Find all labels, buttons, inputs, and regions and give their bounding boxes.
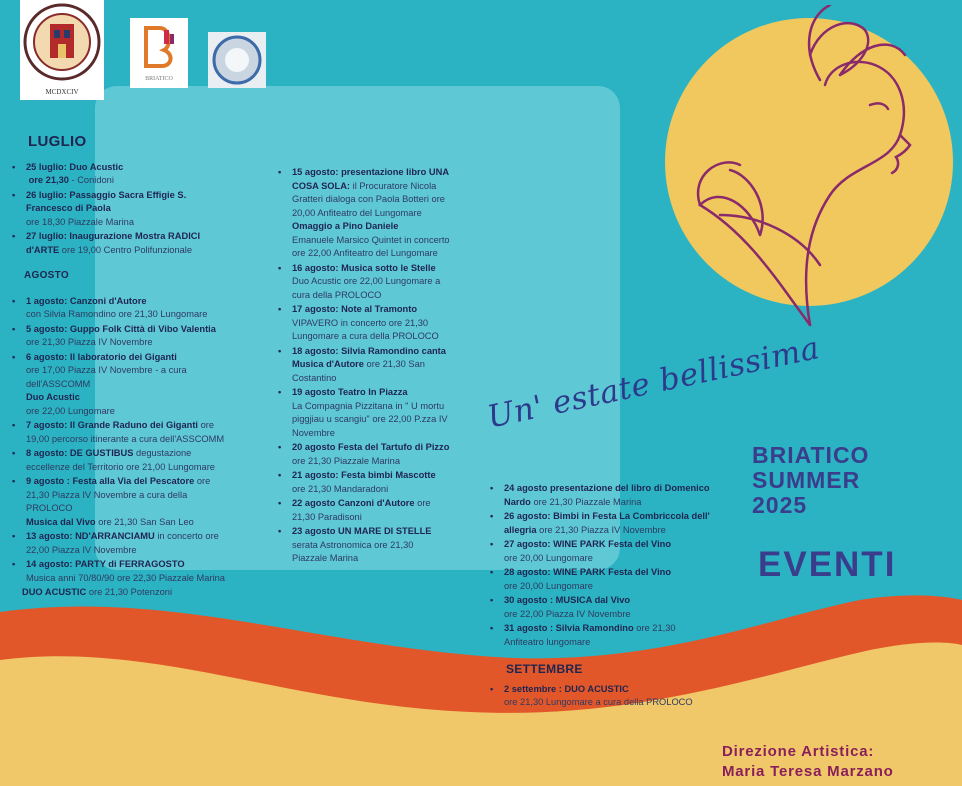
event-details: Duo Acustic ore 22,00 Lungomare a cura della PROLOCO [292, 276, 441, 300]
event-details: degustazione eccellenze del Territorio ore 21,00 Lungomare [26, 448, 215, 472]
event-details: ore 19,00 percorso itinerante a cura dell'ASSCOMM [26, 420, 225, 444]
event-title: Omaggio a Pino Daniele [292, 221, 399, 231]
list-item [276, 345, 451, 386]
list-item [10, 189, 235, 230]
list-item [10, 558, 235, 585]
artistic-direction [722, 742, 894, 782]
event-title: 7 agosto: Il Grande Raduno dei Giganti [26, 420, 199, 430]
event-title: 19 agosto Teatro In Piazza [292, 387, 408, 397]
list-item [488, 566, 713, 593]
event-details: ore 19,00 Centro Polifunzionale [61, 244, 193, 255]
event-title: 27 luglio: Inaugurazione Mostra RADICI d'ARTE [26, 231, 201, 255]
eventi-title: EVENTI [758, 545, 897, 584]
briatico-logo [130, 18, 188, 88]
event-title: DUO ACUSTIC [22, 587, 87, 597]
event-title: 8 agosto: DE GUSTIBUS [26, 448, 134, 458]
list-item [10, 530, 235, 557]
agosto-list-2 [276, 166, 451, 566]
direzione-label: Direzione Artistica: [722, 743, 875, 760]
list-item [10, 295, 235, 322]
event-title: 5 agosto: Guppo Folk Città di Vibo Valentia [26, 323, 216, 334]
event-title: 25 luglio: Duo Acustic [26, 161, 124, 172]
list-item [488, 594, 713, 621]
column-agosto-settembre [488, 482, 713, 711]
event-details: ore 20,00 Lungomare [504, 552, 593, 563]
event-details: ore 21,30 San Costantino [292, 359, 425, 383]
event-details: ore 21,30 Potenzoni [88, 587, 173, 597]
list-item [276, 497, 451, 524]
event-title: 30 agosto : MUSICA dal Vivo [504, 595, 631, 605]
city-crest-logo [20, 0, 104, 100]
agosto-list [10, 295, 235, 600]
event-details: - Conidoni [71, 175, 114, 185]
event-title: 28 agosto: WINE PARK Festa del Vino [504, 567, 672, 577]
round-seal-logo [208, 32, 266, 88]
event-title: Duo Acustic [26, 392, 80, 402]
event-details: VIPAVERO in concerto ore 21,30 Lungomare a cura della PROLOCO [292, 317, 439, 341]
event-details: il Procuratore Nicola Gratteri dialoga con Paola Botteri ore 20,00 Anfiteatro del Lungomare [292, 180, 445, 218]
column-luglio-agosto [10, 135, 235, 601]
event-details: in concerto ore 22,00 Piazza IV Novembre [26, 531, 219, 555]
list-item [10, 323, 235, 350]
event-details: serata Astronomica ore 21,30 Piazzale Marina [292, 539, 414, 563]
event-title: 20 agosto Festa del Tartufo di Pizzo [292, 442, 450, 452]
direzione-name: Maria Teresa Marzano [722, 763, 894, 780]
event-title: 26 agosto: Bimbi in Festa La Combriccola dell' allegria [504, 511, 710, 535]
event-time: ore 21,30 [28, 175, 69, 185]
event-title: 17 agosto: Note al Tramonto [292, 304, 418, 314]
list-item [10, 161, 235, 188]
section-heading-settembre: SETTEMBRE [506, 662, 583, 676]
event-title: 27 agosto: WINE PARK Festa del Vino [504, 539, 672, 549]
event-details: ore 21,30 Piazzale Marina [533, 496, 642, 507]
event-details: ore 18,30 Piazzale Marina [26, 216, 135, 227]
brand-line-2: SUMMER [752, 467, 861, 493]
list-item [276, 441, 451, 468]
event-title: 18 agosto: Silvia Ramondino canta Musica d'Autore [292, 345, 446, 369]
event-details: ore 21,30 Lungomare a cura della PROLOCO [504, 697, 693, 707]
event-details: Musica anni 70/80/90 ore 22,30 Piazzale Marina [26, 572, 225, 583]
city-motto: MCDXCIV [45, 88, 79, 96]
list-item [488, 538, 713, 565]
event-details: ore 21,30 Paradisoni [292, 498, 431, 522]
brand-title [752, 443, 869, 518]
event-title: 1 agosto: Canzoni d'Autore [26, 295, 147, 306]
event-details: Emanuele Marsico Quintet in concerto ore 22,00 Anfiteatro del Lungomare [292, 234, 450, 258]
event-title: 23 agosto UN MARE DI STELLE [292, 526, 432, 536]
briatico-logo-caption: BRIATICO [145, 76, 173, 82]
luglio-list [10, 161, 235, 258]
city-crest-icon [20, 0, 104, 86]
event-details: ore 21,30 San San Leo [98, 516, 194, 527]
column-agosto-2 [276, 166, 451, 567]
event-title: 22 agosto Canzoni d'Autore [292, 498, 415, 508]
list-item [488, 683, 713, 710]
event-details: ore 20,00 Lungomare [504, 580, 593, 591]
script-title: Un' estate bellissima [484, 330, 823, 436]
list-item [10, 419, 235, 446]
event-details: ore 21,30 Piazza IV Novembre [539, 524, 666, 535]
event-details: ore 22,00 Piazza IV Novembre [504, 608, 631, 619]
event-title: 31 agosto : Silvia Ramondino [504, 623, 634, 633]
list-item [10, 586, 235, 600]
list-item [488, 482, 713, 509]
event-title: 16 agosto: Musica sotto le Stelle [292, 262, 436, 273]
event-title: 15 agosto: presentazione libro UNA COSA SOLA: [292, 167, 449, 191]
event-title: 14 agosto: PARTY di FERRAGOSTO [26, 559, 185, 569]
round-seal-icon [208, 32, 266, 88]
list-item [276, 386, 451, 440]
list-item [276, 525, 451, 566]
list-item [488, 510, 713, 537]
event-details: ore 21,30 Mandaradoni [292, 483, 389, 494]
event-details: ore 17,00 Piazza IV Novembre - a cura dell'ASSCOMM [26, 365, 187, 389]
event-title: 2 settembre : DUO ACUSTIC [504, 683, 629, 694]
list-item [276, 166, 451, 261]
list-item [10, 230, 235, 257]
settembre-list [488, 683, 713, 710]
event-title: 24 agosto presentazione del libro di Domenico Nardo [504, 483, 710, 507]
event-details: La Compagnia Pizzitana in " U mortu piggjiau u scangiu" ore 22,00 P.zza IV Novembre [292, 400, 448, 438]
brand-line-3: 2025 [752, 492, 808, 518]
list-item [10, 475, 235, 529]
event-details: ore 21,30 Piazzale Marina [292, 455, 401, 466]
event-details: ore 21,30 Anfiteatro lungomare [504, 623, 676, 647]
section-heading-agosto: AGOSTO [24, 270, 69, 281]
event-title: 9 agosto : Festa alla Via del Pescatore [26, 476, 195, 486]
list-item [488, 622, 713, 649]
agosto-list-3 [488, 482, 713, 649]
list-item [10, 447, 235, 474]
brand-line-1: BRIATICO [752, 442, 870, 468]
event-title: 21 agosto: Festa bimbi Mascotte [292, 470, 436, 480]
section-heading-luglio: LUGLIO [28, 133, 87, 150]
list-item [276, 469, 451, 496]
list-item [276, 303, 451, 344]
list-item [10, 351, 235, 419]
briatico-b-icon [130, 18, 188, 74]
event-title: 13 agosto: ND'ARRANCIAMU [26, 531, 155, 541]
woman-face-line-art-icon [660, 5, 960, 335]
event-details: ore 22,00 Lungomare [26, 405, 115, 416]
event-details: con Silvia Ramondino ore 21,30 Lungomare [26, 309, 208, 319]
event-title: 6 agosto: Il laboratorio dei Giganti [26, 351, 177, 362]
event-details: ore 21,30 Piazza IV Novembre a cura della PROLOCO [26, 476, 211, 513]
event-details: ore 21,30 Piazza IV Novembre [26, 337, 153, 347]
event-title: Musica dal Vivo [26, 516, 96, 527]
list-item [276, 262, 451, 303]
event-title: 26 luglio: Passaggio Sacra Effigie S. Francesco di Paola [26, 189, 187, 213]
